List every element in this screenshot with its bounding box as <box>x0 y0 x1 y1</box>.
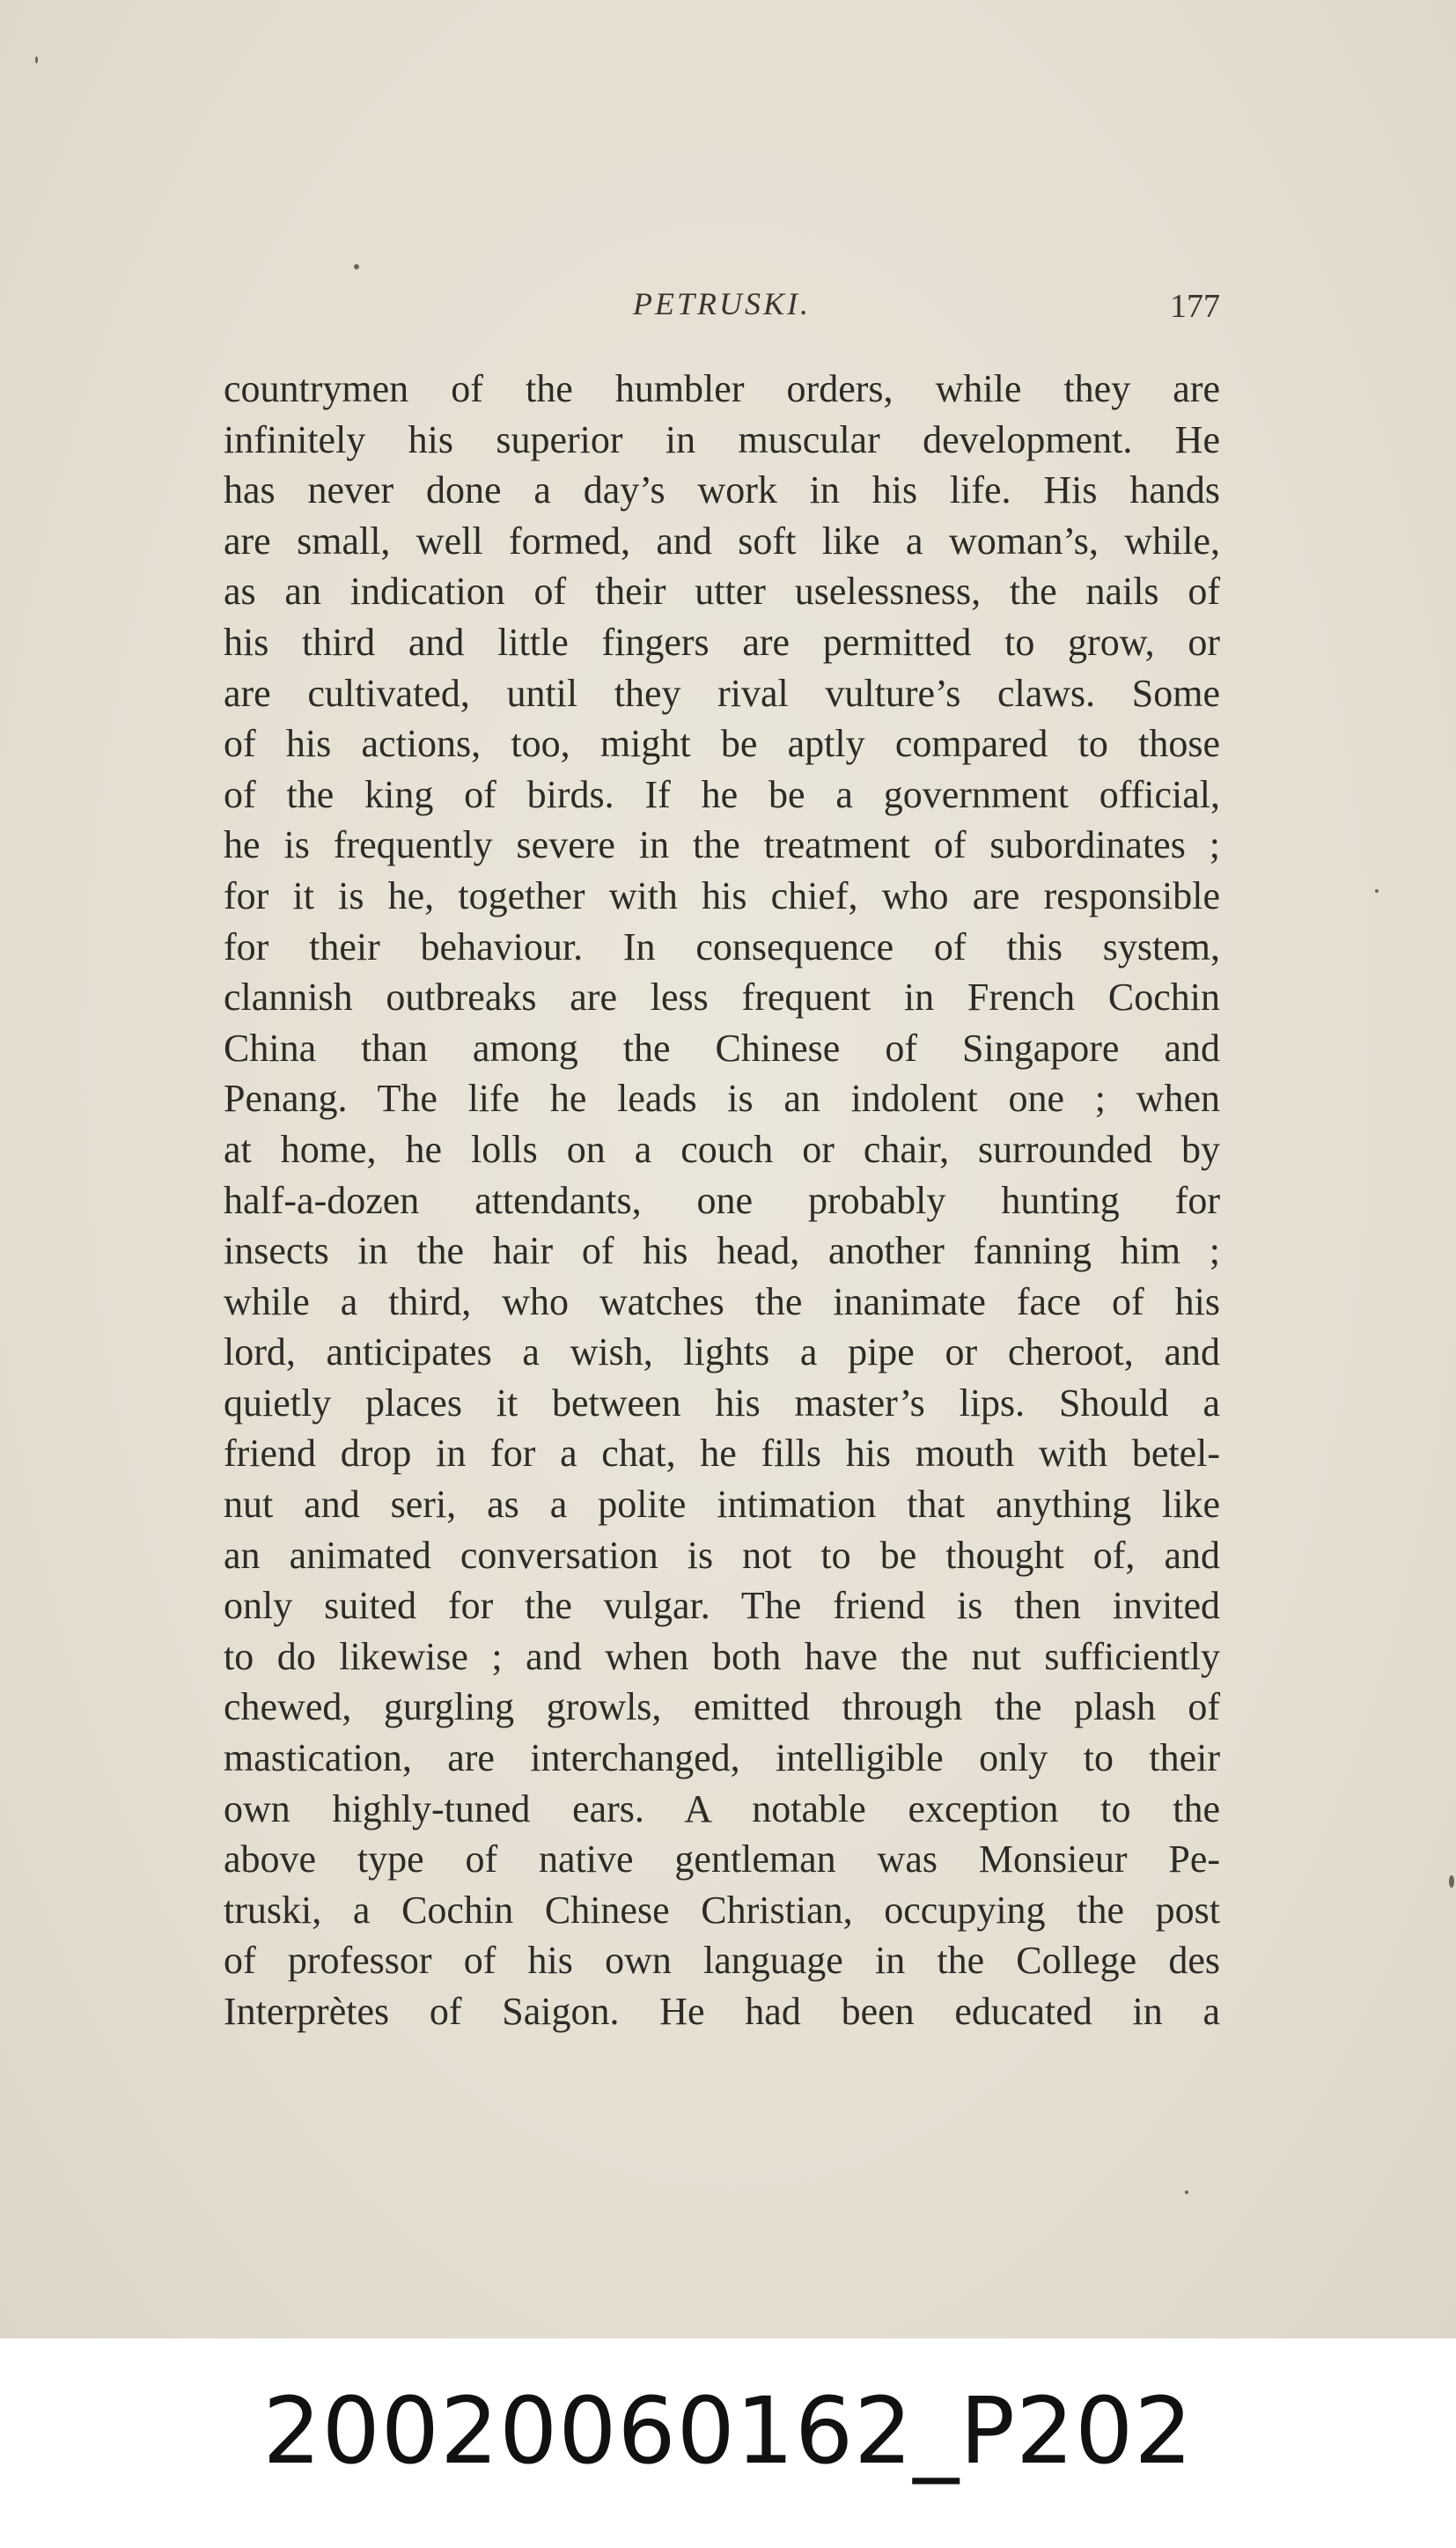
paper-speck <box>354 264 359 269</box>
text-line: are cultivated, until they rival vulture’s claws. Some <box>224 671 1220 715</box>
running-title: PETRUSKI. <box>633 286 811 321</box>
text-line: to do likewise ; and when both have the nut sufficiently <box>224 1634 1220 1678</box>
text-line: at home, he lolls on a couch or chair, surrounded by <box>224 1127 1220 1171</box>
text-line: nut and seri, as a polite intimation that anything like <box>224 1483 1220 1527</box>
text-line: for their behaviour. In consequence of this system, <box>224 924 1220 968</box>
text-line: chewed, gurgling growls, emitted through the plash of <box>224 1685 1220 1729</box>
text-line: insects in the hair of his head, another fanning him ; <box>224 1229 1220 1273</box>
text-line: lord, anticipates a wish, lights a pipe or cheroot, and <box>224 1330 1220 1374</box>
text-line: friend drop in for a chat, he fills his mouth with betel- <box>224 1432 1220 1476</box>
text-line: of his actions, too, might be aptly compared to those <box>224 722 1220 766</box>
text-line: countrymen of the humbler orders, while they are <box>224 367 1220 410</box>
text-line: own highly-tuned ears. A notable exception to the <box>224 1786 1220 1830</box>
text-line: he is frequently severe in the treatment of subordinates ; <box>224 823 1220 867</box>
text-line: for it is he, together with his chief, who are responsible <box>224 873 1220 917</box>
text-line: has never done a day’s work in his life. His hands <box>224 468 1220 512</box>
text-line: mastication, are interchanged, intelligible only to their <box>224 1736 1220 1780</box>
paper-speck <box>1449 1875 1454 1888</box>
text-line: quietly places it between his master’s lips. Should a <box>224 1381 1220 1425</box>
text-line: Penang. The life he leads is an indolent one ; when <box>224 1077 1220 1121</box>
text-line: clannish outbreaks are less frequent in French Cochin <box>224 976 1220 1020</box>
body-text <box>224 364 1220 2037</box>
text-line: of the king of birds. If he be a government official, <box>224 772 1220 816</box>
text-line: his third and little fingers are permitted to grow, or <box>224 620 1220 664</box>
text-line: while a third, who watches the inanimate face of his <box>224 1279 1220 1323</box>
accession-label: 20020060162_P202 <box>262 2377 1194 2485</box>
text-line: half-a-dozen attendants, one probably hunting for <box>224 1178 1220 1222</box>
text-line: as an indication of their utter uselessness, the nails of <box>224 570 1220 614</box>
paper-speck <box>1185 2191 1188 2194</box>
paper-speck <box>1375 889 1379 893</box>
page-number: 177 <box>1170 288 1220 325</box>
text-line: Interprètes of Saigon. He had been educated in a <box>224 1990 1220 2033</box>
text-line: of professor of his own language in the College des <box>224 1939 1220 1983</box>
text-line: infinitely his superior in muscular development. He <box>224 417 1220 461</box>
running-head <box>224 280 1220 333</box>
paper-speck <box>35 56 38 63</box>
text-line: above type of native gentleman was Monsieur Pe- <box>224 1837 1220 1882</box>
text-line: truski, a Cochin Chinese Christian, occupying the post <box>224 1888 1220 1932</box>
text-line: are small, well formed, and soft like a woman’s, while, <box>224 519 1220 563</box>
text-line: only suited for the vulgar. The friend is then invited <box>224 1584 1220 1628</box>
text-line: an animated conversation is not to be thought of, and <box>224 1533 1220 1577</box>
text-line: China than among the Chinese of Singapore and <box>224 1026 1220 1070</box>
